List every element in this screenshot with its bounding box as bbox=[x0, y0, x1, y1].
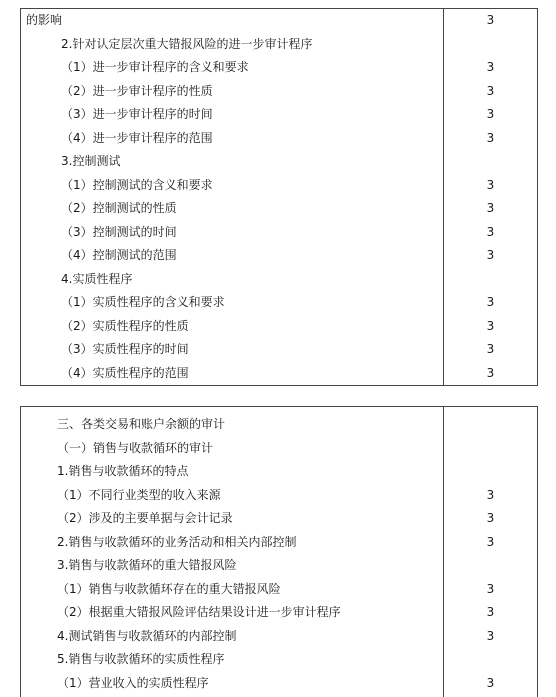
level-cell: 3 bbox=[486, 13, 495, 27]
table-row bbox=[21, 103, 537, 127]
topic-cell: （2）控制测试的性质 bbox=[61, 201, 177, 215]
table-row bbox=[21, 174, 537, 198]
level-cell: 3 bbox=[486, 487, 495, 502]
topic-cell: 三、各类交易和账户余额的审计 bbox=[57, 417, 226, 431]
table-row bbox=[21, 127, 537, 151]
level-cell: 3 bbox=[486, 107, 495, 121]
topic-cell: 2.针对认定层次重大错报风险的进一步审计程序 bbox=[61, 36, 313, 51]
topic-cell: （4）实质性程序的范围 bbox=[61, 365, 189, 380]
level-cell: 3 bbox=[486, 628, 495, 643]
topic-cell: 4.测试销售与收款循环的内部控制 bbox=[57, 628, 237, 643]
topic-cell: 5.销售与收款循环的实质性程序 bbox=[57, 652, 225, 666]
topic-cell: （一）销售与收款循环的审计 bbox=[57, 440, 214, 455]
topic-cell: （4）进一步审计程序的范围 bbox=[61, 130, 213, 145]
table-row bbox=[21, 554, 537, 578]
topic-cell: （1）营业收入的实质性程序 bbox=[57, 675, 209, 690]
table-row bbox=[21, 338, 537, 362]
table-row bbox=[21, 80, 537, 104]
topic-cell: 2.销售与收款循环的业务活动和相关内部控制 bbox=[57, 534, 297, 549]
level-cell: 3 bbox=[486, 60, 495, 74]
table-row bbox=[21, 601, 537, 625]
level-cell: 3 bbox=[486, 295, 495, 309]
table-row bbox=[21, 460, 537, 484]
table-row bbox=[21, 268, 537, 292]
table-row bbox=[21, 33, 537, 57]
table-row bbox=[21, 197, 537, 221]
table-row bbox=[21, 625, 537, 649]
topic-cell: （3）控制测试的时间 bbox=[61, 224, 177, 239]
level-cell: 3 bbox=[486, 605, 495, 619]
topic-cell: （1）不同行业类型的收入来源 bbox=[57, 487, 221, 502]
topic-cell: （2）根据重大错报风险评估结果设计进一步审计程序 bbox=[57, 605, 341, 619]
table-row bbox=[21, 507, 537, 531]
table-row bbox=[21, 315, 537, 339]
topic-cell: （1）销售与收款循环存在的重大错报风险 bbox=[57, 581, 281, 596]
syllabus-table-top bbox=[20, 8, 538, 386]
topic-cell: 1.销售与收款循环的特点 bbox=[57, 464, 189, 478]
table-row bbox=[21, 9, 537, 33]
table-row bbox=[21, 672, 537, 696]
topic-cell: 4.实质性程序 bbox=[61, 271, 133, 286]
table-row bbox=[21, 648, 537, 672]
level-cell: 3 bbox=[486, 83, 495, 98]
level-cell: 3 bbox=[486, 365, 495, 380]
level-cell: 3 bbox=[486, 675, 495, 690]
topic-cell: （2）实质性程序的性质 bbox=[61, 318, 189, 333]
topic-cell: （2）进一步审计程序的性质 bbox=[61, 83, 213, 98]
level-cell: 3 bbox=[486, 534, 495, 549]
level-cell: 3 bbox=[486, 318, 495, 333]
table-row bbox=[21, 362, 537, 386]
topic-cell: 3.控制测试 bbox=[61, 154, 121, 168]
level-cell: 3 bbox=[486, 342, 495, 356]
table-row bbox=[21, 531, 537, 555]
topic-cell: （4）控制测试的范围 bbox=[61, 248, 177, 262]
topic-cell: （1）控制测试的含义和要求 bbox=[61, 177, 213, 192]
table-row bbox=[21, 484, 537, 508]
topic-cell: （3）进一步审计程序的时间 bbox=[61, 107, 213, 121]
level-cell: 3 bbox=[486, 201, 495, 215]
table-row bbox=[21, 437, 537, 461]
level-cell: 3 bbox=[486, 581, 495, 596]
level-cell: 3 bbox=[486, 248, 495, 262]
table-row bbox=[21, 413, 537, 437]
level-cell: 3 bbox=[486, 224, 495, 239]
topic-cell: （1）实质性程序的含义和要求 bbox=[61, 295, 225, 309]
table-row bbox=[21, 244, 537, 268]
level-cell: 3 bbox=[486, 511, 495, 525]
level-cell: 3 bbox=[486, 177, 495, 192]
table-row bbox=[21, 291, 537, 315]
table-row bbox=[21, 221, 537, 245]
topic-cell: （3）实质性程序的时间 bbox=[61, 342, 189, 356]
syllabus-table-bottom bbox=[20, 406, 538, 697]
topic-cell: 的影响 bbox=[26, 13, 63, 27]
topic-cell: （2）涉及的主要单据与会计记录 bbox=[57, 511, 233, 525]
topic-cell: （1）进一步审计程序的含义和要求 bbox=[61, 60, 249, 74]
table-row bbox=[21, 578, 537, 602]
table-row bbox=[21, 150, 537, 174]
level-cell: 3 bbox=[486, 130, 495, 145]
table-row bbox=[21, 56, 537, 80]
topic-cell: 3.销售与收款循环的重大错报风险 bbox=[57, 558, 237, 572]
